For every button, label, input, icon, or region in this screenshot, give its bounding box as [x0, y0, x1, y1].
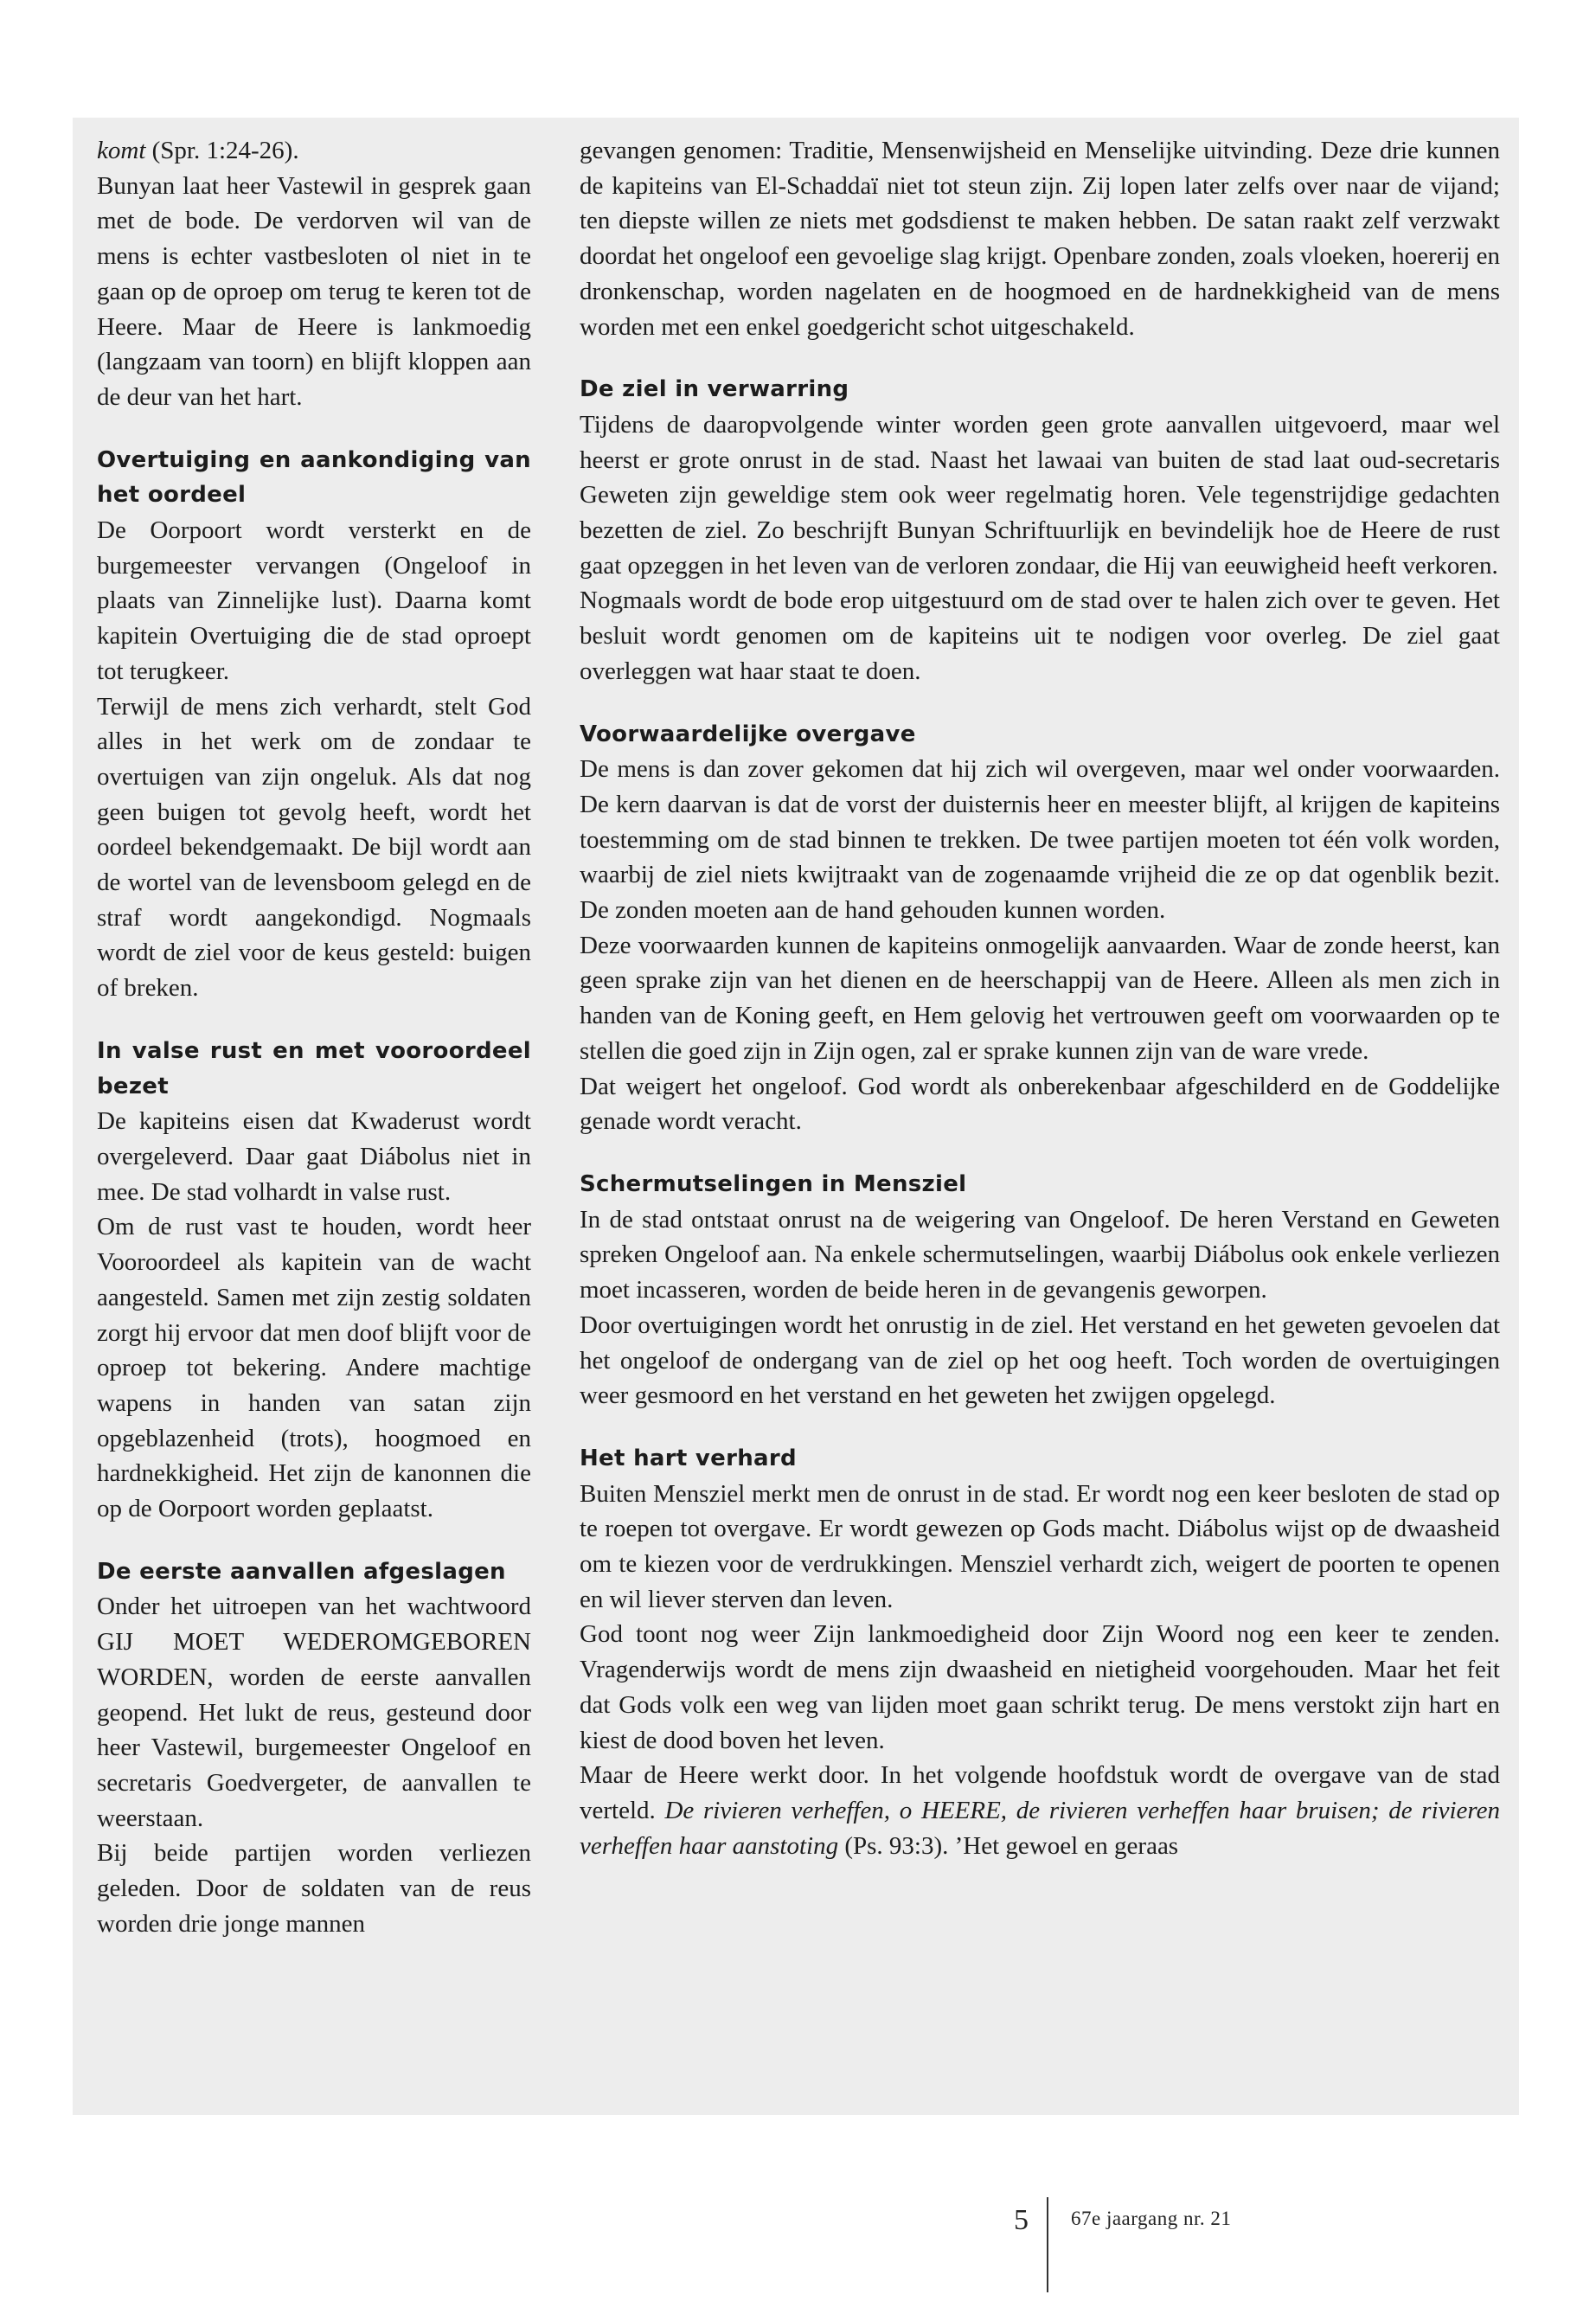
left-column: [97, 133, 531, 1941]
paragraph: Bij beide partijen worden verliezen geleden. Door de soldaten van de reus worden drie jonge mannen: [97, 1839, 531, 1938]
paragraph: In de stad ontstaat onrust na de weigering van Ongeloof. De heren Verstand en Geweten spreken Ongeloof aan. Na enkele schermutselingen, waarbij Diábolus ook enkele verliezen moet incasseren, worden de beide heren in de gevangenis geworpen.: [580, 1205, 1500, 1304]
italic-text: komt: [97, 137, 146, 164]
section-heading-hart: Het hart verhard: [580, 1445, 797, 1471]
paragraph: Tijdens de daaropvolgende winter worden geen grote aanvallen uitgevoerd, maar wel heerst er grote onrust in de stad. Naast het lawaai van buiten de stad laat oud-secretaris Geweten zijn geweldige stem ook weer regelmatig horen. Vele tegenstrijdige gedachten bezetten de ziel. Zo beschrijft Bunyan Schriftuurlijk en bevindelijk hoe de Heere de rust gaat opzeggen in het leven van de verloren zondaar, die Hij van eeuwigheid heeft verkoren.: [580, 410, 1500, 580]
paragraph: God toont nog weer Zijn lankmoedigheid door Zijn Woord nog een keer te zenden. Vragenderwijs wordt de mens zijn dwaasheid en nietigheid voorgehouden. Maar het feit dat Gods volk een weg van lijden moet gaan schrikt terug. De mens verstokt zijn hart en kiest de dood boven het leven.: [580, 1620, 1500, 1754]
section-heading-aanvallen: De eerste aanvallen afgeslagen: [97, 1558, 506, 1585]
section-heading-overtuiging: Overtuiging en aankondiging van het oordeel: [97, 446, 531, 509]
paragraph: Dat weigert het ongeloof. God wordt als onberekenbaar afgeschilderd en de Goddelijke genade wordt veracht.: [580, 1072, 1500, 1136]
issue-label: 67e jaargang nr. 21: [1071, 2208, 1232, 2229]
paragraph: [580, 1758, 1500, 1863]
paragraph: gevangen genomen: Traditie, Mensenwijsheid en Menselijke uitvinding. Deze drie kunnen de kapiteins van El-Schaddaï niet tot steun zijn. Zij lopen later zelfs over naar de vijand; ten diepste willen ze niets met godsdienst te maken hebben. De satan raakt zelf verzwakt doordat het ongeloof een gevoelige slag krijgt. Openbare zonden, zoals vloeken, hoererij en dronkenschap, worden nagelaten en de hoogmoed en de hardnekkigheid van de mens worden met een enkel goedgericht schot uitgeschakeld.: [580, 137, 1500, 341]
text-span: Maar de Heere werkt door. In het volgende hoofdstuk wordt de overgave van de stad verteld.: [580, 1761, 1500, 1824]
page-number: 5: [1014, 2204, 1029, 2236]
text-span: (Ps. 93:3). ’Het gewoel en geraas: [838, 1831, 1179, 1860]
paragraph: Buiten Mensziel merkt men de onrust in de stad. Er wordt nog een keer besloten de stad op te roepen tot overgave. Er wordt gewezen op Gods macht. Diábolus wijst op de dwaasheid om te kiezen voor de verdrukkingen. Mensziel verhardt zich, weigert de poorten te openen en wil liever sterven dan leven.: [580, 1479, 1500, 1613]
paragraph: [97, 133, 531, 169]
paragraph: Onder het uitroepen van het wachtwoord GIJ MOET WEDEROMGEBOREN WORDEN, worden de eerste aanvallen geopend. Het lukt de reus, gesteund door heer Vastewil, burgemeester Ongeloof en secretaris Goedvergeter, de aanvallen te weerstaan.: [97, 1593, 531, 1832]
paragraph: Door overtuigingen wordt het onrustig in de ziel. Het verstand en het geweten gevoelen dat het ongeloof de ondergang van de ziel op het oog heeft. Toch worden de overtuigingen weer gesmoord en het verstand en het geweten het zwijgen opgelegd.: [580, 1311, 1500, 1410]
footer-divider: [1047, 2197, 1048, 2292]
right-column: [580, 133, 1500, 1863]
section-heading-overgave: Voorwaardelijke overgave: [580, 721, 916, 747]
paragraph: De mens is dan zover gekomen dat hij zich wil overgeven, maar wel onder voorwaarden. De kern daarvan is dat de vorst der duisternis heer en meester blijft, al krijgen de kapiteins toestemming om de stad binnen te trekken. De twee partijen moeten tot één volk worden, waarbij de ziel niets kwijtraakt van de zogenaamde vrijheid die ze op dat ogenblik bezit. De zonden moeten aan de hand gehouden kunnen worden.: [580, 755, 1500, 925]
paragraph: De kapiteins eisen dat Kwaderust wordt overgeleverd. Daar gaat Diábolus niet in mee. De stad volhardt in valse rust.: [97, 1107, 531, 1206]
paragraph: Deze voorwaarden kunnen de kapiteins onmogelijk aanvaarden. Waar de zonde heerst, kan geen sprake zijn van het dienen en de heerschappij van de Heere. Alleen als men zich in handen van de Koning geeft, en Hem gelovig het vertrouwen geeft om voorwaarden op te stellen die goed zijn in Zijn ogen, zal er sprake kunnen zijn van de ware vrede.: [580, 931, 1500, 1065]
section-heading-verwarring: De ziel in verwarring: [580, 376, 849, 403]
scripture-quote: De rivieren verheffen, o HEERE, de rivieren verheffen haar bruisen; de rivieren verheffen haar aanstoting: [580, 1796, 1501, 1860]
text-span: (Spr. 1:24-26).: [145, 137, 299, 164]
paragraph: Bunyan laat heer Vastewil in gesprek gaan met de bode. De verdorven wil van de mens is echter vastbesloten ol niet in te gaan op de oproep om terug te keren tot de Heere. Maar de Heere is lankmoedig (langzaam van toorn) en blijft kloppen aan de deur van het hart.: [97, 171, 531, 411]
paragraph: De Oorpoort wordt versterkt en de burgemeester vervangen (Ongeloof in plaats van Zinnelijke lust). Daarna komt kapitein Overtuiging die de stad oproept tot terugkeer.: [97, 516, 531, 685]
paragraph: Terwijl de mens zich verhardt, stelt God alles in het werk om de zondaar te overtuigen van zijn ongeluk. Als dat nog geen buigen tot gevolg heeft, wordt het oordeel bekendgemaakt. De bijl wordt aan de wortel van de levensboom gelegd en de straf wordt aangekondigd. Nogmaals wordt de ziel voor de keus gesteld: buigen of breken.: [97, 692, 531, 1003]
paragraph: Nogmaals wordt de bode erop uitgestuurd om de stad over te halen zich over te geven. Het besluit wordt genomen om de kapiteins uit te nodigen voor overleg. De ziel gaat overleggen wat haar staat te doen.: [580, 586, 1500, 685]
paragraph: Om de rust vast te houden, wordt heer Vooroordeel als kapitein van de wacht aangesteld. Samen met zijn zestig soldaten zorgt hij ervoor dat men doof blijft voor de oproep tot bekering. Andere machtige wapens in handen van satan zijn opgeblazenheid (trots), hoogmoed en hardnekkigheid. Het zijn de kanonnen die op de Oorpoort worden geplaatst.: [97, 1213, 531, 1523]
section-heading-schermutselingen: Schermutselingen in Mensziel: [580, 1170, 967, 1197]
section-heading-valse-rust: In valse rust en met vooroordeel bezet: [97, 1037, 531, 1099]
article-panel: [73, 118, 1519, 2115]
page-footer: [0, 2197, 1596, 2266]
